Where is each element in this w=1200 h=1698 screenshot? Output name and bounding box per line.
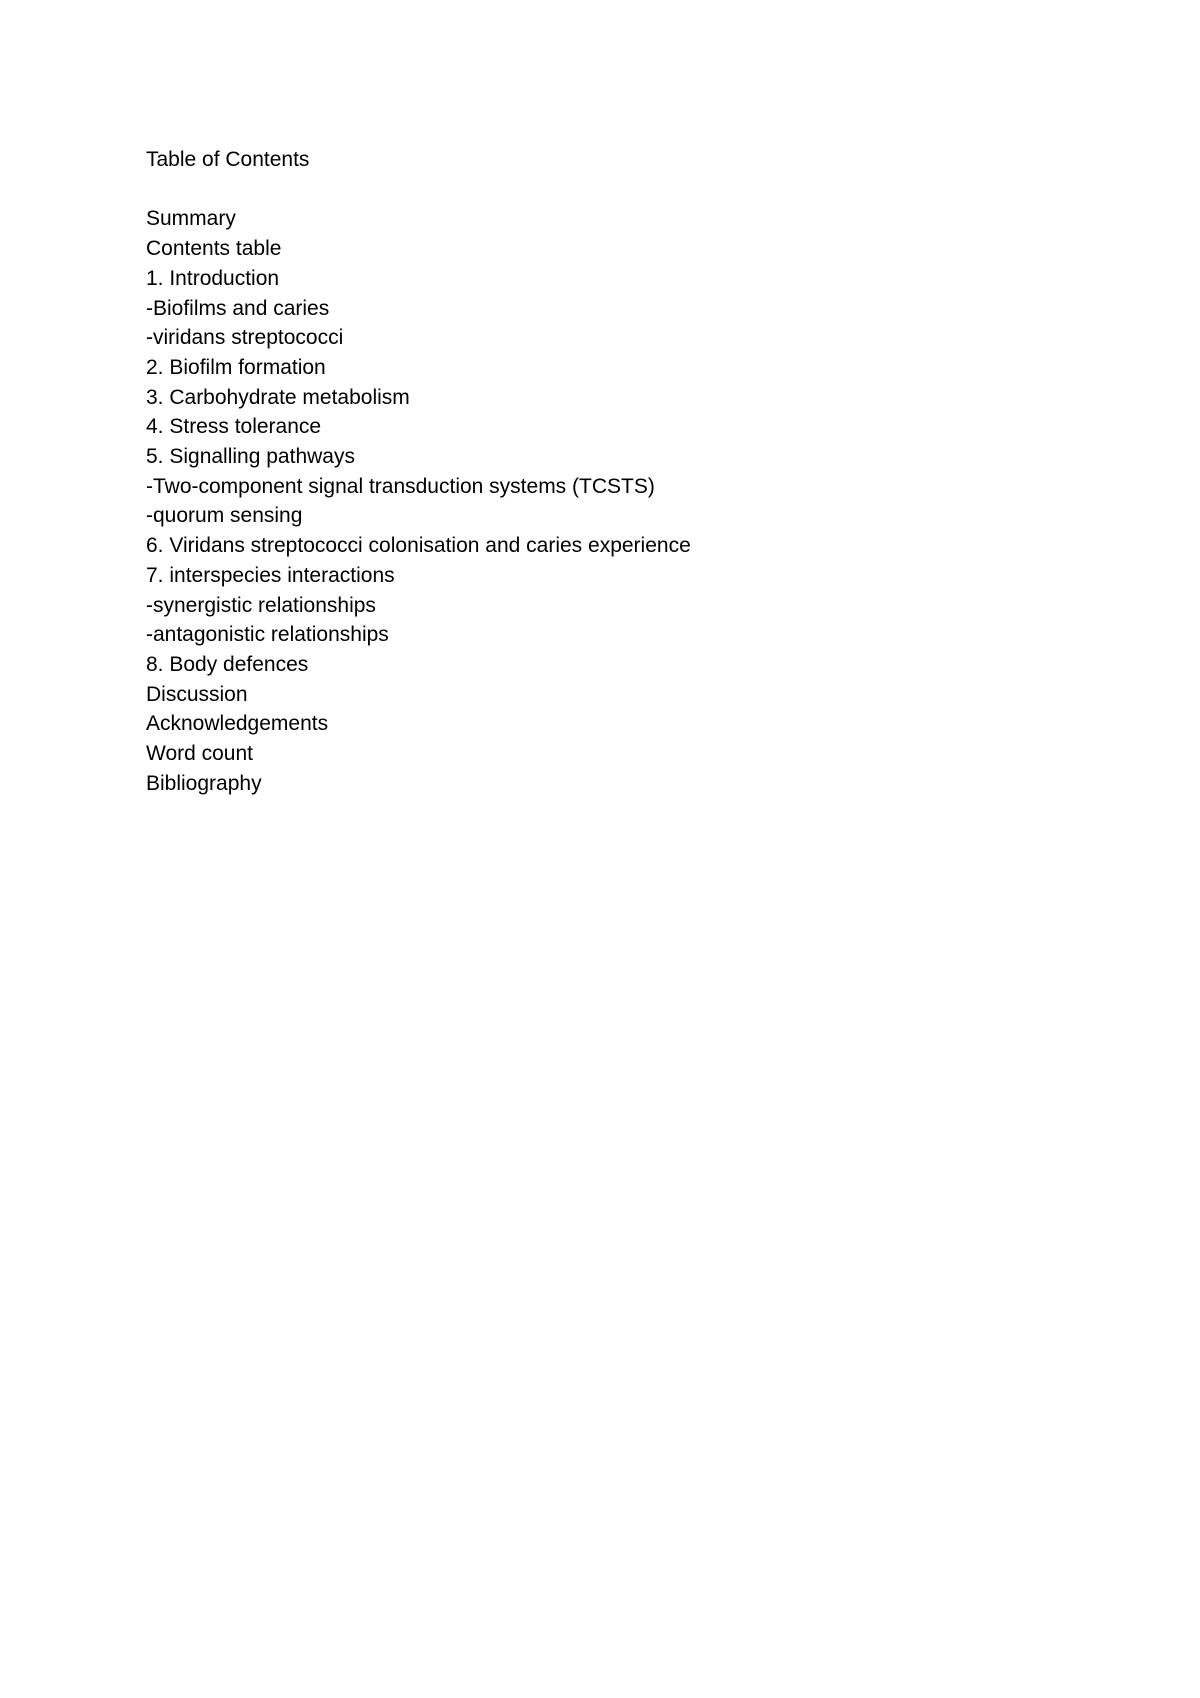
- toc-list: [146, 204, 1146, 798]
- document-content: [146, 145, 1146, 798]
- toc-entry-colonisation-and-caries: 6. Viridans streptococci colonisation and caries experience: [146, 534, 691, 558]
- toc-entry-acknowledgements: Acknowledgements: [146, 712, 329, 736]
- toc-entry-contents-table: Contents table: [146, 237, 282, 261]
- toc-entry-stress-tolerance: 4. Stress tolerance: [146, 415, 322, 439]
- toc-subentry-synergistic-relationships: -synergistic relationships: [146, 593, 376, 617]
- page-title: Table of Contents: [146, 148, 310, 171]
- toc-subentry-viridans-streptococci: -viridans streptococci: [146, 326, 344, 350]
- toc-entry-carbohydrate-metabolism: 3. Carbohydrate metabolism: [146, 385, 410, 409]
- toc-entry-discussion: Discussion: [146, 682, 248, 706]
- toc-subentry-two-component-systems: -Two-component signal transduction systems (TCSTS): [146, 474, 655, 498]
- toc-entry-introduction: 1. Introduction: [146, 266, 280, 290]
- toc-entry-interspecies-interactions: 7. interspecies interactions: [146, 563, 395, 587]
- toc-subentry-antagonistic-relationships: -antagonistic relationships: [146, 623, 389, 647]
- toc-entry-word-count: Word count: [146, 742, 253, 766]
- toc-entry-bibliography: Bibliography: [146, 771, 262, 795]
- toc-subentry-quorum-sensing: -quorum sensing: [146, 504, 303, 528]
- toc-entry-signalling-pathways: 5. Signalling pathways: [146, 445, 355, 469]
- toc-subentry-biofilms-and-caries: -Biofilms and caries: [146, 296, 330, 320]
- toc-entry-biofilm-formation: 2. Biofilm formation: [146, 355, 326, 379]
- toc-entry-summary: Summary: [146, 207, 236, 231]
- toc-entry-body-defences: 8. Body defences: [146, 652, 309, 676]
